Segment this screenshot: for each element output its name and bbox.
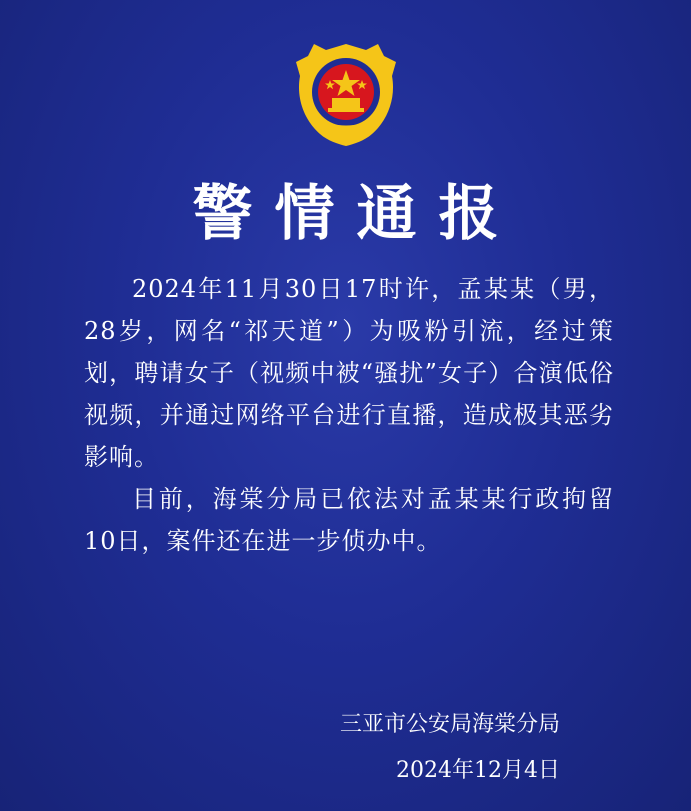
notice-title: 警情通报	[192, 179, 521, 249]
police-badge-icon	[292, 40, 400, 148]
notice-signature	[0, 702, 560, 794]
issuer-name: 三亚市公安局海棠分局	[339, 712, 560, 737]
notice-body	[84, 268, 614, 562]
issue-date: 2024年12月4日	[396, 758, 560, 783]
notice-paragraph-2: 目前，海棠分局已依法对孟某某行政拘留10日，案件还在进一步侦办中。	[84, 485, 614, 555]
notice-paragraph-1: 2024年11月30日17时许，孟某某（男，28岁，网名“祁天道”）为吸粉引流，经过策划，聘请女子（视频中被“骚扰”女子）合演低俗视频，并通过网络平台进行直播，造成极其恶劣影响。	[84, 275, 614, 471]
